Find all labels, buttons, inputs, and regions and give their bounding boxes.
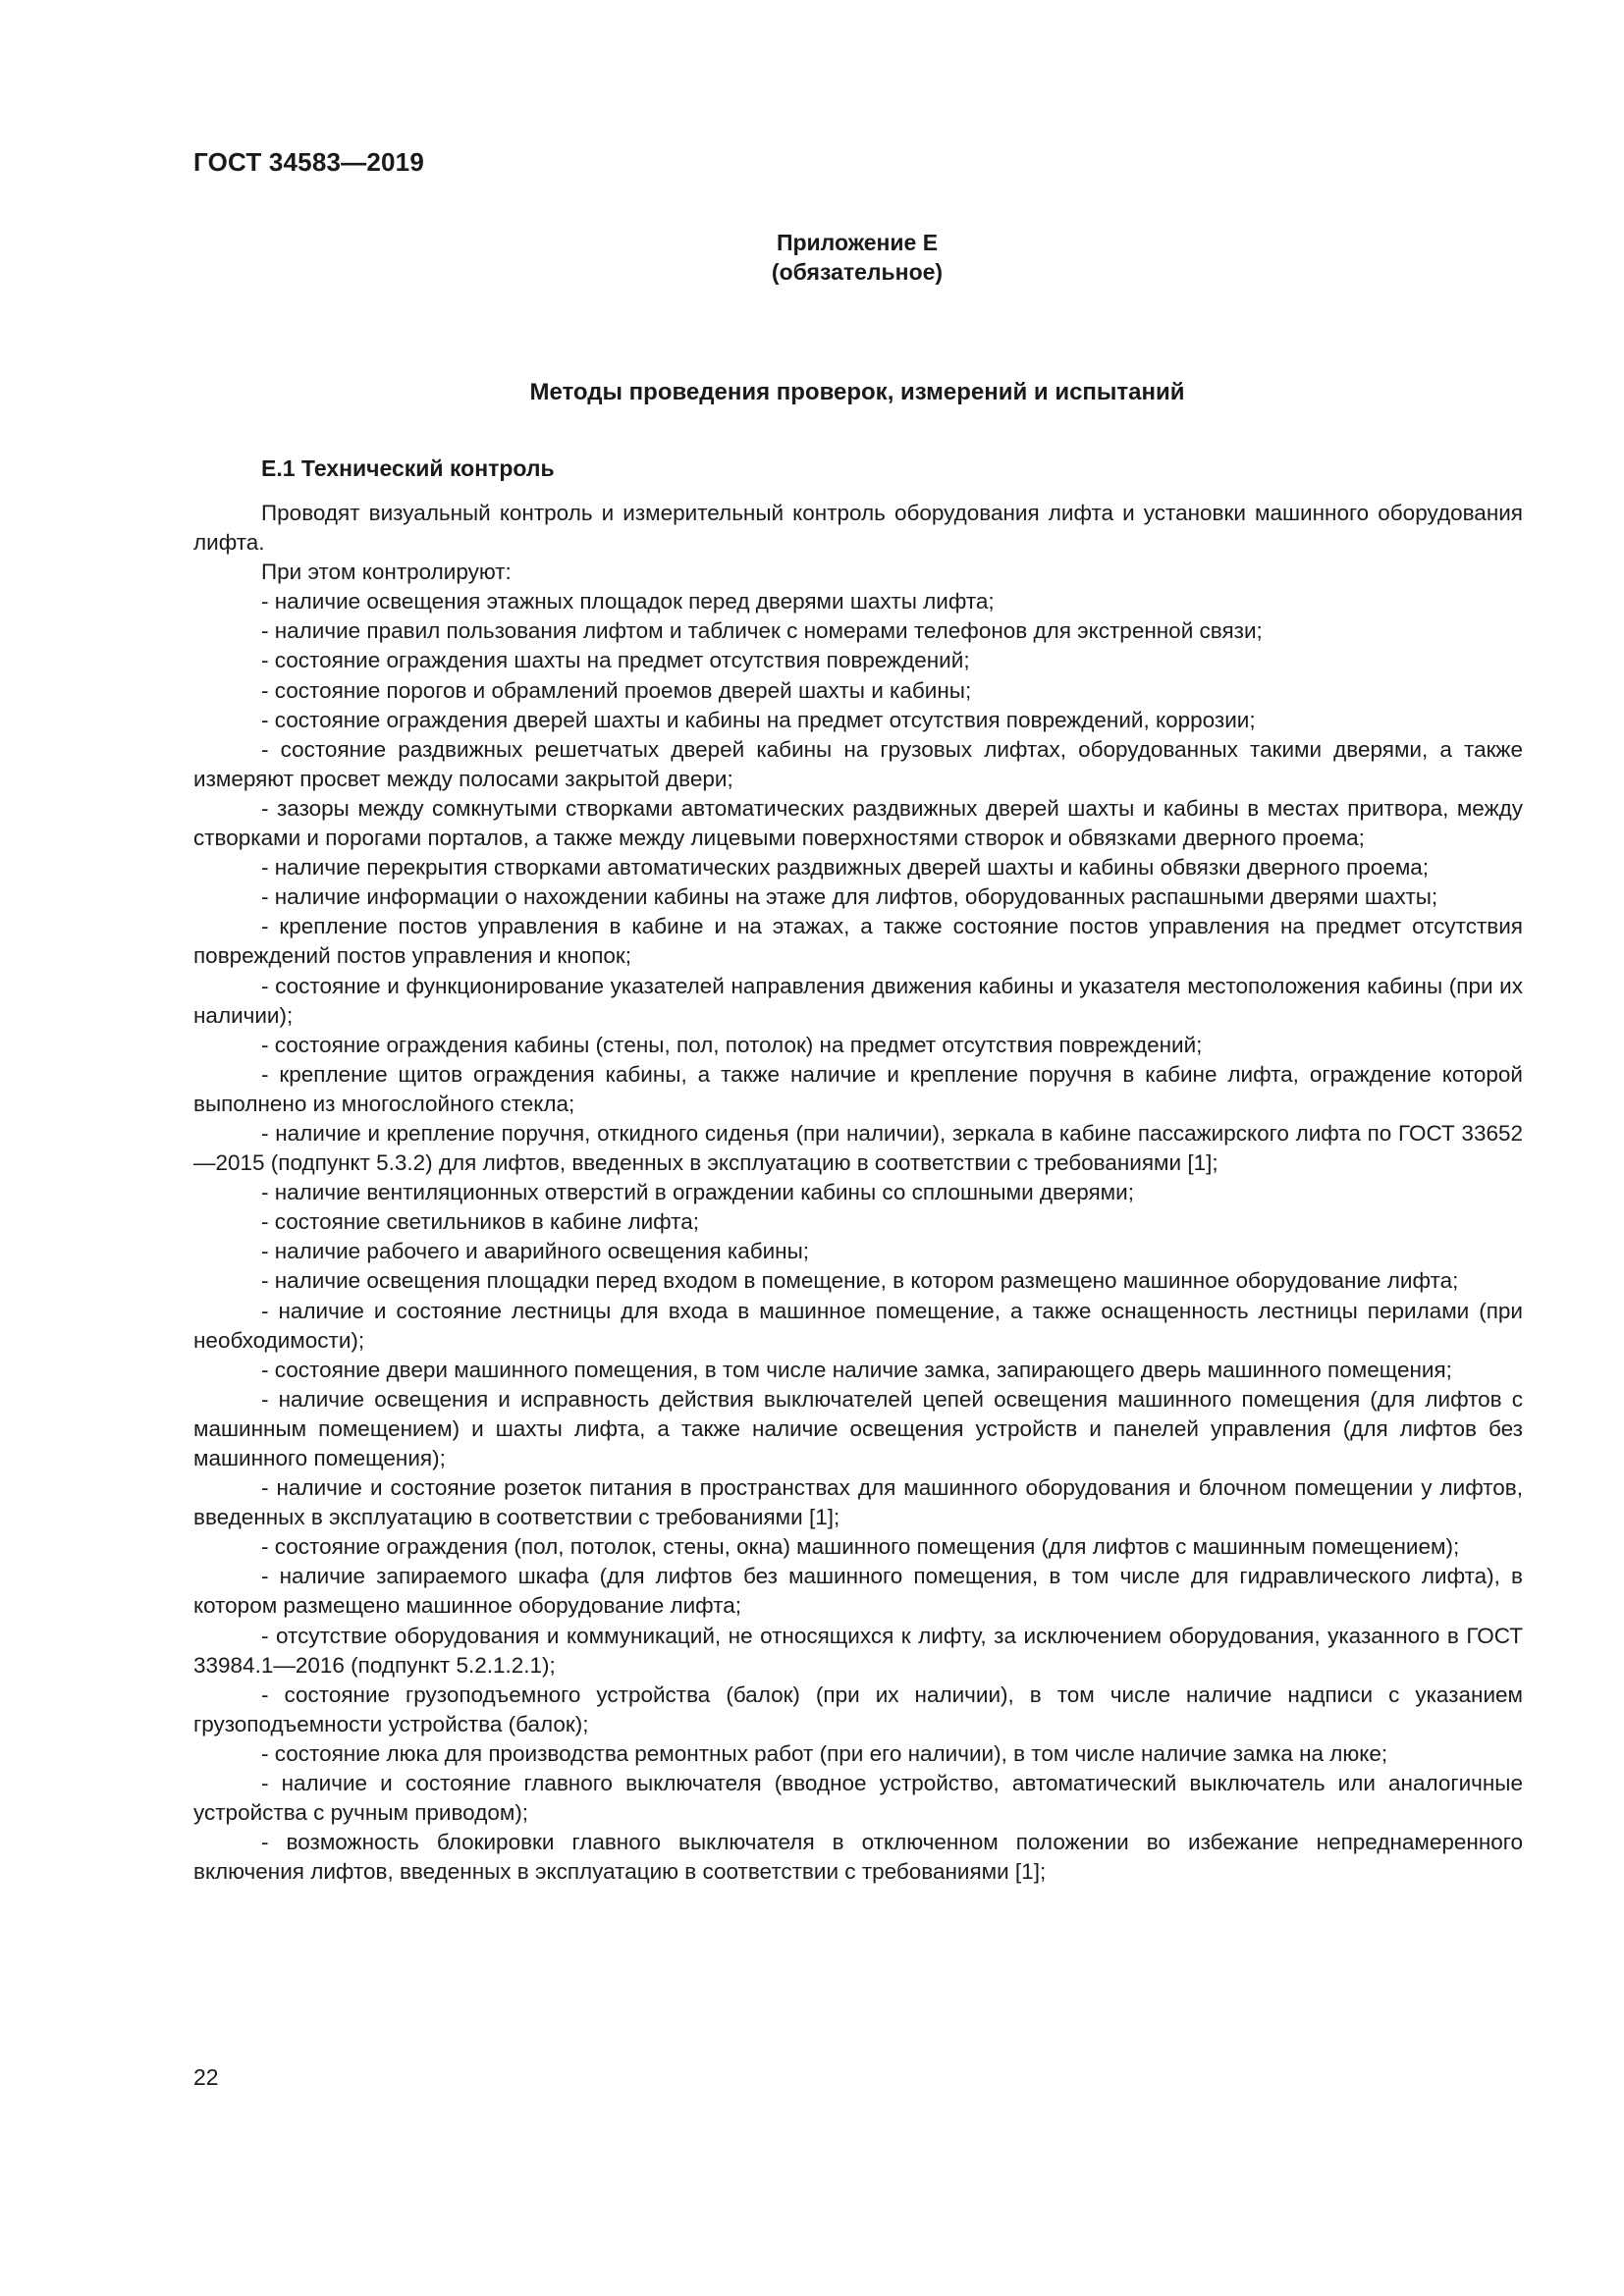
document-code: ГОСТ 34583—2019	[193, 147, 424, 177]
list-item: - наличие освещения и исправность действия выключателей цепей освещения машинного помещения (для лифтов с машинным помещением) и шахты лифта, а также наличие освещения устройств и панелей управления (для лифтов без машинного помещения);	[193, 1386, 1523, 1470]
list-item: - состояние люка для производства ремонтных работ (при его наличии), в том числе наличие замка на люке;	[261, 1740, 1388, 1766]
list-item: - состояние раздвижных решетчатых дверей кабины на грузовых лифтах, оборудованных такими дверями, а также измеряют просвет между полосами закрытой двери;	[193, 736, 1523, 791]
list-item: - состояние порогов и обрамлений проемов дверей шахты и кабины;	[261, 677, 972, 703]
list-item: - состояние грузоподъемного устройства (балок) (при их наличии), в том числе наличие надписи с указанием грузоподъемности устройства (балок);	[193, 1682, 1523, 1736]
list-item: - крепление постов управления в кабине и на этажах, а также состояние постов управления на предмет отсутствия повреждений постов управления и кнопок;	[193, 914, 1523, 969]
list-item: - состояние ограждения (пол, потолок, стены, окна) машинного помещения (для лифтов с машинным помещением);	[261, 1534, 1460, 1560]
list-item: - наличие перекрытия створками автоматических раздвижных дверей шахты и кабины обвязки дверного проема;	[261, 855, 1430, 881]
list-item: - наличие информации о нахождении кабины на этаже для лифтов, оборудованных распашными дверями шахты;	[261, 884, 1438, 910]
list-item: - состояние ограждения шахты на предмет отсутствия повреждений;	[261, 648, 970, 673]
list-item: - наличие и крепление поручня, откидного сиденья (при наличии), зеркала в кабине пассажирского лифта по ГОСТ 33652—2015 (подпункт 5.3.2) для лифтов, введенных в эксплуатацию в соответствии с требованиями [1];	[193, 1120, 1523, 1176]
list-item: - состояние двери машинного помещения, в том числе наличие замка, запирающего дверь машинного помещения;	[261, 1357, 1452, 1382]
list-item: - наличие правил пользования лифтом и табличек с номерами телефонов для экстренной связи;	[261, 618, 1263, 644]
list-item: - отсутствие оборудования и коммуникаций, не относящихся к лифту, за исключением оборудования, указанного в ГОСТ 33984.1—2016 (подпункт 5.2.1.2.1);	[193, 1623, 1523, 1678]
list-item: - крепление щитов ограждения кабины, а также наличие и крепление поручня в кабине лифта, ограждение которой выполнено из многослойного стекла;	[193, 1061, 1523, 1116]
body-text	[193, 499, 1523, 1887]
appendix-status: (обязательное)	[771, 259, 944, 285]
list-item: - возможность блокировки главного выключателя в отключенном положении во избежание непреднамеренного включения лифтов, введенных в эксплуатацию в соответствии с требованиями [1];	[193, 1830, 1523, 1885]
list-item: - наличие вентиляционных отверстий в ограждении кабины со сплошными дверями;	[261, 1180, 1134, 1205]
list-item: - наличие освещения площадки перед входом в помещение, в котором размещено машинное оборудование лифта;	[261, 1268, 1459, 1294]
list-item: - наличие освещения этажных площадок перед дверями шахты лифта;	[261, 589, 995, 614]
list-item: - состояние ограждения дверей шахты и кабины на предмет отсутствия повреждений, коррозии;	[261, 707, 1256, 732]
list-item: - наличие и состояние главного выключателя (вводное устройство, автоматический выключатель или аналогичные устройства с ручным приводом);	[193, 1771, 1523, 1826]
list-item: - состояние и функционирование указателей направления движения кабины и указателя местоположения кабины (при их наличии);	[193, 973, 1523, 1028]
list-item: - наличие и состояние лестницы для входа в машинное помещение, а также оснащенность лестницы перилами (при необходимости);	[193, 1298, 1523, 1353]
section-title: Методы проведения проверок, измерений и испытаний	[529, 379, 1185, 405]
appendix-title: Приложение Е	[776, 230, 939, 255]
list-item: - наличие и состояние розеток питания в пространствах для машинного оборудования и блочном помещении у лифтов, введенных в эксплуатацию в соответствии с требованиями [1];	[193, 1475, 1523, 1530]
paragraph: При этом контролируют:	[261, 560, 512, 585]
page-number: 22	[193, 2064, 219, 2090]
list-item: - наличие рабочего и аварийного освещения кабины;	[261, 1239, 810, 1264]
list-item: - состояние светильников в кабине лифта;	[261, 1209, 700, 1235]
list-item: - состояние ограждения кабины (стены, пол, потолок) на предмет отсутствия повреждений;	[261, 1032, 1203, 1057]
list-item: - зазоры между сомкнутыми створками автоматических раздвижных дверей шахты и кабины в местах притвора, между створками и порогами порталов, а также между лицевыми поверхностями створок и обвязками дверного проема;	[193, 795, 1523, 851]
list-item: - наличие запираемого шкафа (для лифтов без машинного помещения, в том числе для гидравлического лифта), в котором размещено машинное оборудование лифта;	[193, 1564, 1523, 1619]
subsection-title: Е.1 Технический контроль	[261, 455, 555, 481]
paragraph: Проводят визуальный контроль и измерительный контроль оборудования лифта и установки машинного оборудования лифта.	[193, 501, 1523, 556]
